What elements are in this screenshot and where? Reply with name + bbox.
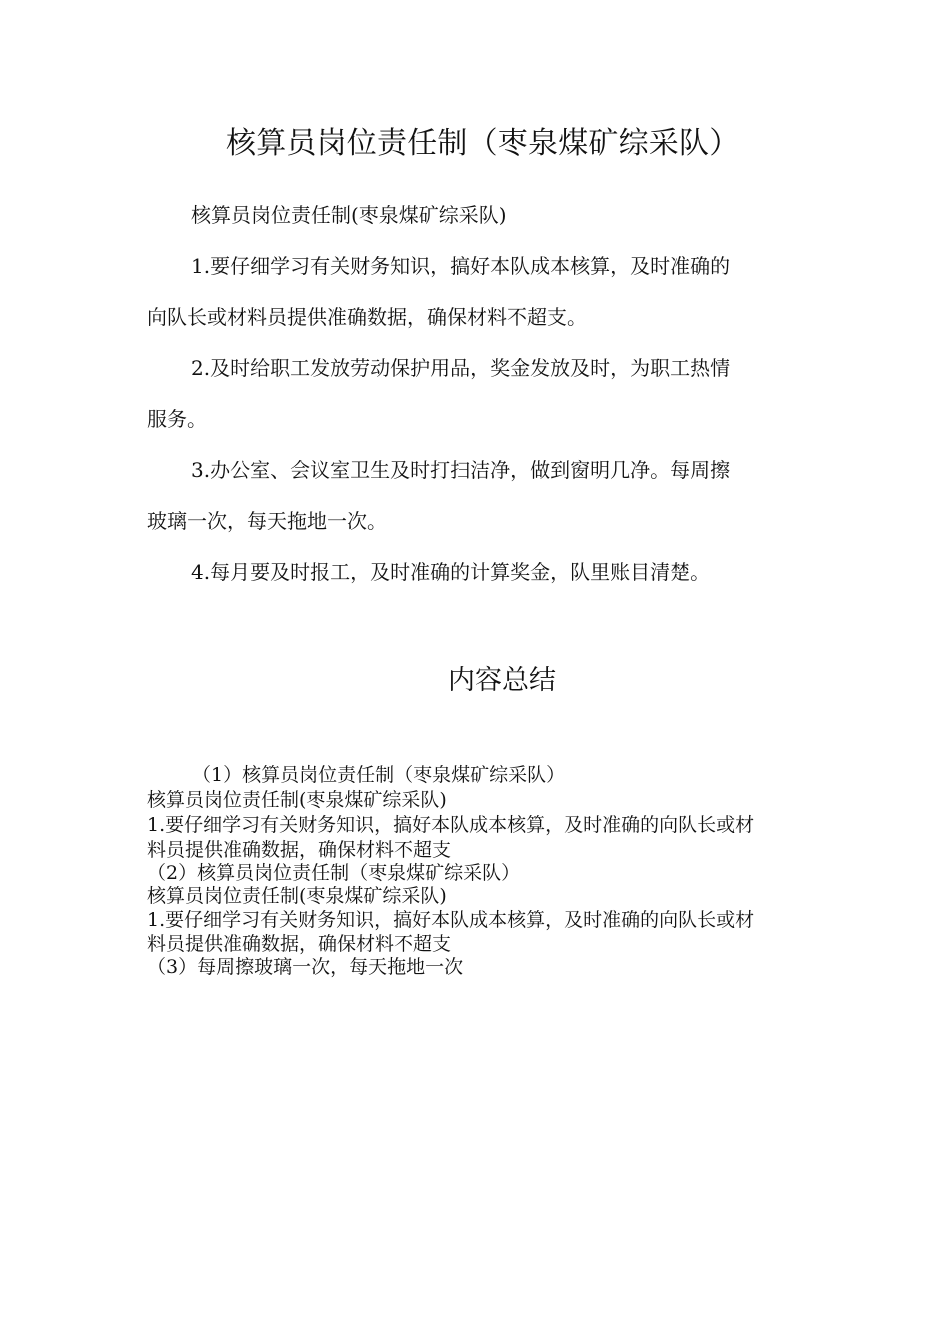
item-1-line-1: 1.要仔细学习有关财务知识，搞好本队成本核算，及时准确的 [191, 254, 731, 278]
item-1-line-2: 向队长或材料员提供准确数据，确保材料不超支。 [147, 305, 587, 329]
summary-line: 1.要仔细学习有关财务知识，搞好本队成本核算，及时准确的向队长或材 [147, 814, 755, 836]
item-4-line-1: 4.每月要及时报工，及时准确的计算奖金，队里账目清楚。 [191, 560, 711, 584]
summary-line: （2）核算员岗位责任制（枣泉煤矿综采队） [147, 862, 521, 884]
item-3-line-1: 3.办公室、会议室卫生及时打扫洁净，做到窗明几净。每周擦 [191, 458, 731, 482]
item-3-line-2: 玻璃一次，每天拖地一次。 [147, 509, 387, 533]
summary-line: 核算员岗位责任制(枣泉煤矿综采队) [147, 789, 447, 811]
item-2-line-2: 服务。 [147, 407, 207, 431]
page-title: 核算员岗位责任制（枣泉煤矿综采队） [226, 126, 740, 161]
summary-line: 1.要仔细学习有关财务知识，搞好本队成本核算，及时准确的向队长或材 [147, 909, 755, 931]
summary-line: （3）每周擦玻璃一次，每天拖地一次 [147, 956, 464, 978]
summary-line: 料员提供准确数据，确保材料不超支 [147, 933, 452, 955]
document-subtitle: 核算员岗位责任制(枣泉煤矿综采队) [191, 203, 507, 227]
summary-line: 核算员岗位责任制(枣泉煤矿综采队) [147, 885, 447, 907]
summary-heading: 内容总结 [448, 665, 556, 696]
summary-line: （1）核算员岗位责任制（枣泉煤矿综采队） [192, 764, 566, 786]
item-2-line-1: 2.及时给职工发放劳动保护用品，奖金发放及时，为职工热情 [191, 356, 731, 380]
summary-line: 料员提供准确数据，确保材料不超支 [147, 839, 452, 861]
